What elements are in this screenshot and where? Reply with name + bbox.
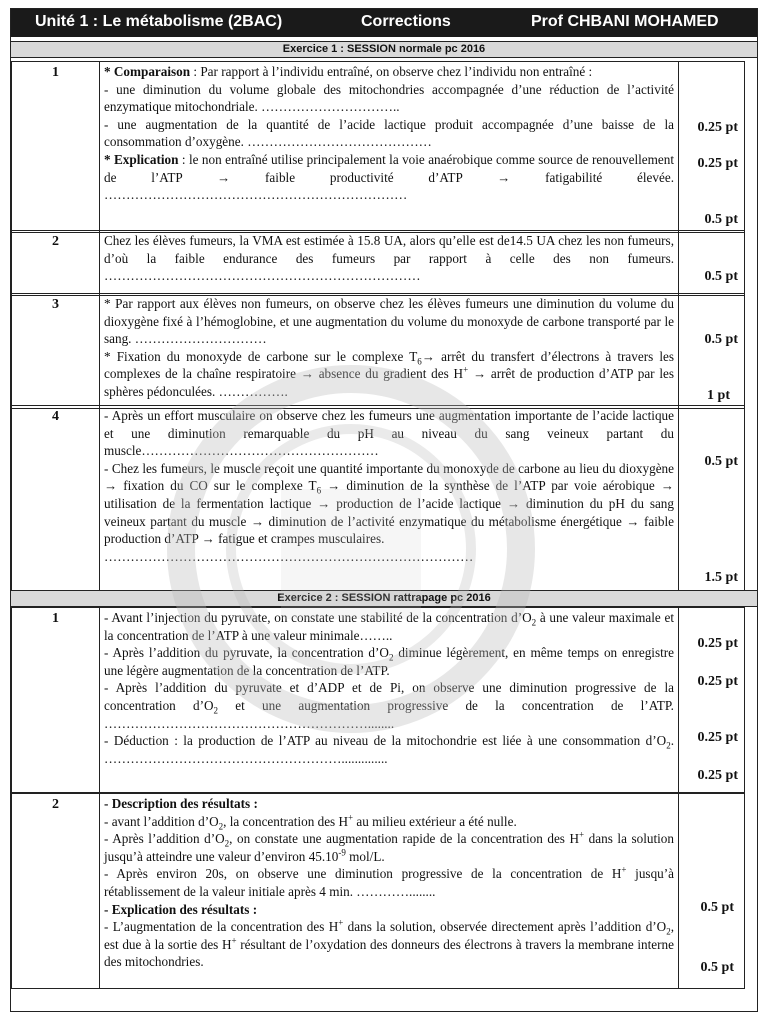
points-value: 0.25 pt: [697, 636, 738, 651]
answer-line: …………………………………………………………………………: [104, 548, 474, 564]
answer-line: - Après environ 20s, on observe une diminution progressive de la concentration de H+ jusqu’à rétablissement de la valeur initiale après 4 min. …………........: [104, 864, 674, 899]
row-number: 4: [12, 406, 100, 590]
points-value: 1.5 pt: [704, 570, 738, 585]
points-value: 0.25 pt: [697, 674, 738, 689]
points-value: 0.5 pt: [704, 454, 738, 469]
points-value: 0.25 pt: [697, 730, 738, 745]
points-value: 0.5 pt: [704, 332, 738, 347]
answer-line: - avant l’addition $d’O_2$, la concentration des H+ au milieu extérieur a été nulle.: [104, 812, 517, 832]
ex1-row-1: [11, 61, 745, 233]
points-cell: [678, 294, 744, 408]
answer-line: * Comparaison : Par rapport à l’individu entraîné, on observe chez l’individu non entraîné :: [104, 64, 593, 79]
answer-line: * Par rapport aux élèves non fumeurs, on observe chez les élèves fumeurs une diminution du volume du dioxygène fixé à l’hémoglobine, et une augmentation du volume du monoxyde de carbone transporté par le sang. …………………………: [104, 296, 674, 347]
row-number: 2: [12, 231, 100, 295]
points-value: 0.5 pt: [700, 960, 734, 975]
row-number: 1: [12, 608, 100, 792]
ex2-row-1: [11, 607, 745, 793]
points-cell: [678, 406, 744, 590]
answer-line: Chez les élèves fumeurs, la VMA est estimée à 15.8 UA, alors qu’elle est de14.5 UA chez les non fumeurs, d’où la faible endurance des fumeurs par rapport à celle des non fumeurs. ………………………………………………………………: [104, 233, 674, 284]
row-number: 1: [12, 62, 100, 232]
answer-line: * Explication : le non entraîné utilise principalement la voie anaérobique comme source de renouvellement de l’ATP → faible productivité d’ATP → fatigabilité élevée. ……………………………………………………………: [104, 151, 675, 203]
answer-line: - Après un effort musculaire on observe chez les fumeurs une augmentation importante de l’acide lactique et une diminution remarquable du pH au niveau du sang veineux partant du muscle………………………………………………: [104, 408, 674, 459]
page-header: [11, 9, 757, 37]
answer-line: - une augmentation de la quantité de l’acide lactique produit accompagnée d’une baisse de la consommation d’oxygène. ……………………………………: [104, 116, 674, 150]
answer-line: - Chez les fumeurs, le muscle reçoit une quantité importante du monoxyde de carbone au lieu du dioxygène → fixation du CO sur le complexe $T_6$ → diminution de la synthèse de l’ATP par voie aérobique → utilisation de la fermentation lactique → production de l’acide lactique → diminution du pH du sang veineux partant du muscle → diminution de l’activité enzymatique du métabolisme énergétique → faible production d’ATP → fatigue et crampes musculaires.: [104, 460, 674, 547]
answer-line: - Après l’addition du pyruvate et d’ADP et de Pi, on observe une diminution progressive de la concentration $d’O_2$ et une augmentation progressive de la concentration de l’ATP. ……………………………………………………........: [104, 680, 674, 731]
points-value: 0.5 pt: [704, 212, 738, 227]
unit-title: Unité 1 : Le métabolisme (2BAC): [35, 13, 283, 30]
author-name: Prof CHBANI MOHAMED: [531, 13, 719, 30]
row-number: 2: [12, 794, 100, 988]
row-content: [100, 794, 678, 988]
answer-line: * Fixation du monoxyde de carbone sur le complexe $T_6\to$ arrêt du transfert d’électrons à travers les complexes de la chaîne respiratoire → absence du gradient des H+ → arrêt de production d’ATP par les sphères pédonculées. …………….: [104, 348, 675, 399]
answer-line: - Déduction : la production de l’ATP au niveau de la mitochondrie est liée à une consommation $d’O_2$. ………………………………………………..............: [104, 733, 674, 766]
row-content: [100, 62, 678, 232]
points-value: 0.5 pt: [704, 269, 738, 284]
row-content: [100, 406, 678, 590]
ex1-row-4: [11, 405, 745, 591]
row-content: [100, 294, 678, 408]
exercise2-title: Exercice 2 : SESSION rattrapage pc 2016: [11, 590, 757, 607]
answer-line: - Avant l’injection du pyruvate, on constate une stabilité de la concentration $d’O_2$ à une valeur maximale et la concentration de l’ATP à une valeur minimale……..: [104, 610, 674, 643]
answer-line: - une diminution du volume globale des mitochondries accompagnée d’une réduction de l’activité enzymatique mitochondriale. …………………………..: [104, 81, 674, 115]
ex2-row-2: [11, 793, 745, 989]
exercise1-title: Exercice 1 : SESSION normale pc 2016: [11, 41, 757, 58]
points-value: 0.5 pt: [700, 900, 734, 915]
points-cell: [678, 62, 744, 232]
row-content: [100, 608, 678, 792]
points-value: 0.25 pt: [697, 120, 738, 135]
answer-line: - L’augmentation de la concentration des H+ dans la solution, observée directement après l’addition $d’O_2$, est due à la sortie des H+ résultant de l’oxydation des donneurs des électrons à travers la membrane interne des mitochondries.: [104, 917, 674, 970]
answer-line: - Après l’addition du pyruvate, la concentration $d’O_2$ diminue légèrement, en même temps on enregistre une légère augmentation de la concentration de l’ATP.: [104, 645, 674, 678]
points-value: 0.25 pt: [697, 156, 738, 171]
points-cell: [678, 608, 744, 792]
points-value: 0.25 pt: [697, 768, 738, 783]
ex1-row-3: [11, 293, 745, 409]
ex1-row-2: [11, 230, 745, 296]
row-content: [100, 231, 678, 295]
points-cell: [678, 231, 744, 295]
corrections-label: Corrections: [361, 13, 451, 30]
row-number: 3: [12, 294, 100, 408]
answer-line: - Explication des résultats :: [104, 901, 258, 917]
answer-line: - Après l’addition $d’O_2$, on constate une augmentation rapide de la concentration des H+ dans la solution jusqu’à atteindre une valeur d’environ $45.10^{-9}$ mol/L.: [104, 829, 674, 864]
points-value: 1 pt: [707, 388, 730, 403]
points-cell: [678, 794, 744, 988]
correction-page: [10, 8, 758, 1012]
answer-line: - Description des résultats :: [104, 796, 258, 811]
